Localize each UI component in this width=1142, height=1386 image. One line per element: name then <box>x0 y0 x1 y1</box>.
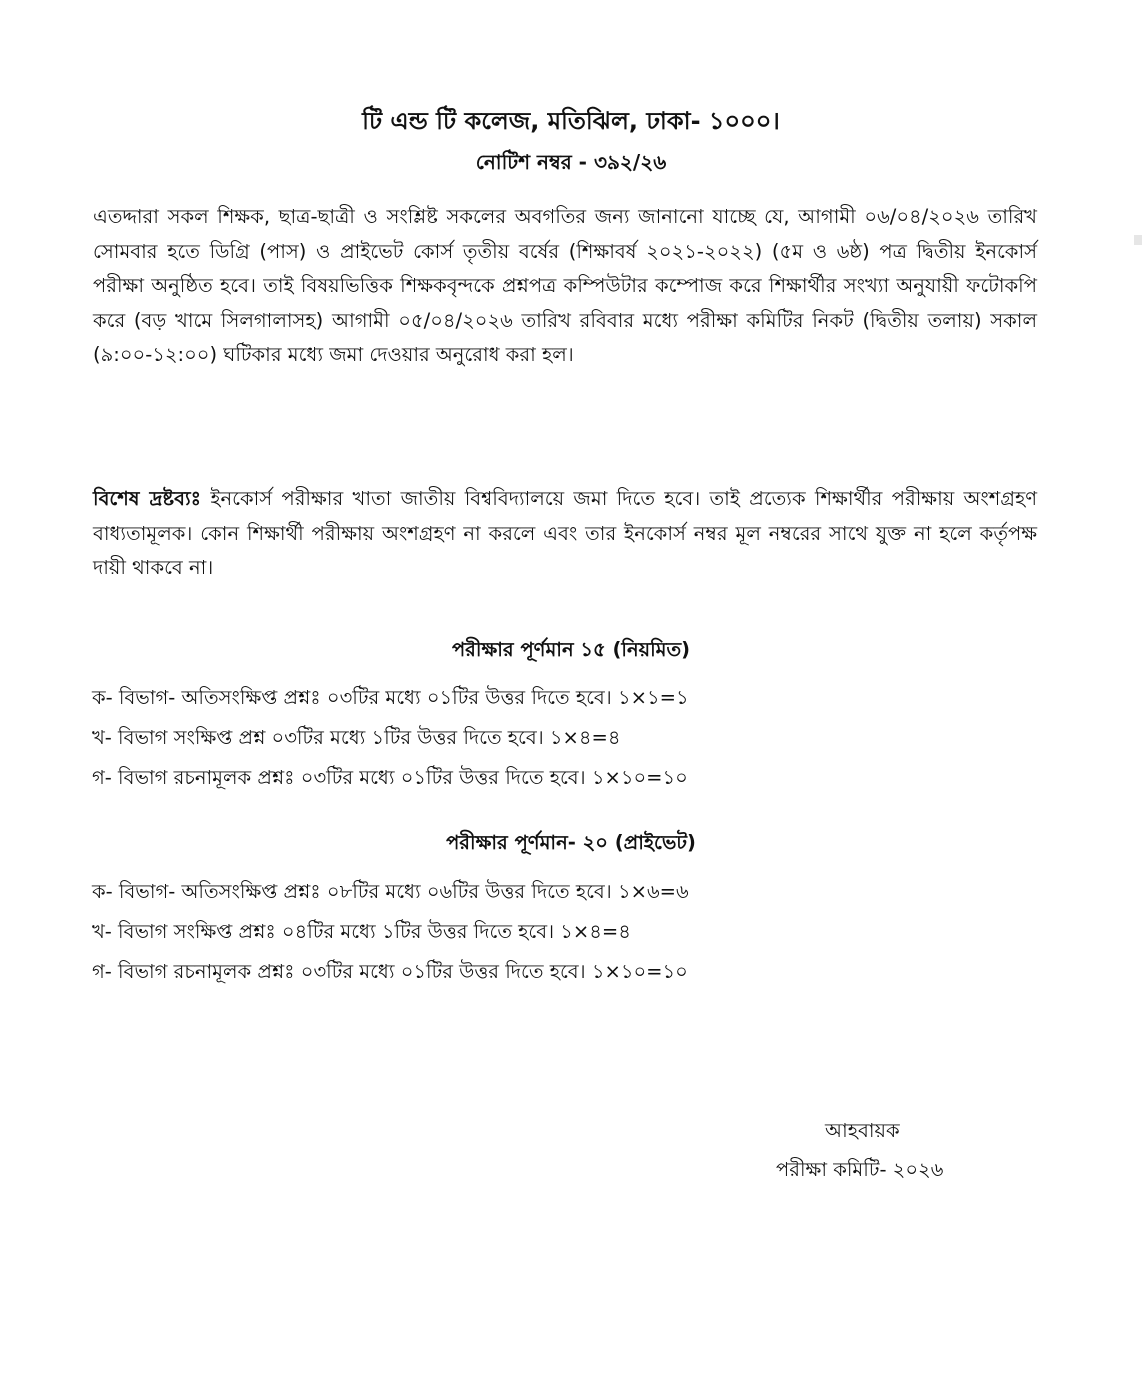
signature-committee: পরীক্ষা কমিটি- ২০২৬ <box>776 1158 944 1181</box>
private-section-ka: ক- বিভাগ- অতিসংক্ষিপ্ত প্রশ্নঃ ০৮টির মধ্যে ০৬টির উত্তর দিতে হবে। ১×৬=৬ <box>92 880 689 903</box>
special-note-label: বিশেষ দ্রষ্টব্যঃ <box>93 487 202 510</box>
regular-section-ga: গ- বিভাগ রচনামূলক প্রশ্নঃ ০৩টির মধ্যে ০১টির উত্তর দিতে হবে। ১×১০=১০ <box>92 766 688 789</box>
regular-marks-list <box>92 678 892 798</box>
special-note-text: ইনকোর্স পরীক্ষার খাতা জাতীয় বিশ্ববিদ্যালয়ে জমা দিতে হবে। তাই প্রত্যেক শিক্ষার্থীর পরীক্ষায় অংশগ্রহণ বাধ্যতামূলক। কোন শিক্ষার্থী পরীক্ষায় অংশগ্রহণ না করলে এবং তার ইনকোর্স নম্বর মূল নম্বরের সাথে যুক্ত না হলে কর্তৃপক্ষ দায়ী থাকবে না। <box>93 487 1037 580</box>
notice-number: নোটিশ নম্বর - ৩৯২/২৬ <box>475 150 667 174</box>
private-marks-list <box>92 872 892 992</box>
private-section-kha: খ- বিভাগ সংক্ষিপ্ত প্রশ্নঃ ০৪টির মধ্যে ১টির উত্তর দিতে হবে। ১×৪=৪ <box>92 920 631 943</box>
regular-marks-title: পরীক্ষার পূর্ণমান ১৫ (নিয়মিত) <box>451 638 691 661</box>
college-name: টি এন্ড টি কলেজ, মতিঝিল, ঢাকা- ১০০০। <box>362 107 780 135</box>
signature-role: আহবায়ক <box>825 1119 900 1142</box>
private-marks-title: পরীক্ষার পূর্ণমান- ২০ (প্রাইভেট) <box>446 831 696 854</box>
intro-paragraph: এতদ্দারা সকল শিক্ষক, ছাত্র-ছাত্রী ও সংশ্লিষ্ট সকলের অবগতির জন্য জানানো যাচ্ছে যে, আগামী ০৬/০৪/২০২৬ তারিখ সোমবার হতে ডিগ্রি (পাস) ও প্রাইভেট কোর্স তৃতীয় বর্ষের (শিক্ষাবর্ষ ২০২১-২০২২) (৫ম ও ৬ষ্ঠ) পত্র দ্বিতীয় ইনকোর্স পরীক্ষা অনুষ্ঠিত হবে। তাই বিষয়ভিত্তিক শিক্ষকবৃন্দকে প্রশ্নপত্র কম্পিউটার কম্পোজ করে শিক্ষার্থীর সংখ্যা অনুযায়ী ফটোকপি করে (বড় খামে সিলগালাসহ) আগামী ০৫/০৪/২০২৬ তারিখ রবিবার মধ্যে পরীক্ষা কমিটির নিকট (দ্বিতীয় তলায়) সকাল (৯:০০-১২:০০) ঘটিকার মধ্যে জমা দেওয়ার অনুরোধ করা হল। <box>93 205 1037 367</box>
regular-section-kha: খ- বিভাগ সংক্ষিপ্ত প্রশ্ন ০৩টির মধ্যে ১টির উত্তর দিতে হবে। ১×৪=৪ <box>92 726 621 749</box>
private-section-ga: গ- বিভাগ রচনামূলক প্রশ্নঃ ০৩টির মধ্যে ০১টির উত্তর দিতে হবে। ১×১০=১০ <box>92 960 688 983</box>
special-note-paragraph <box>93 482 1037 586</box>
regular-section-ka: ক- বিভাগ- অতিসংক্ষিপ্ত প্রশ্নঃ ০৩টির মধ্যে ০১টির উত্তর দিতে হবে। ১×১=১ <box>92 686 689 709</box>
scan-edge-mark <box>1134 235 1142 245</box>
